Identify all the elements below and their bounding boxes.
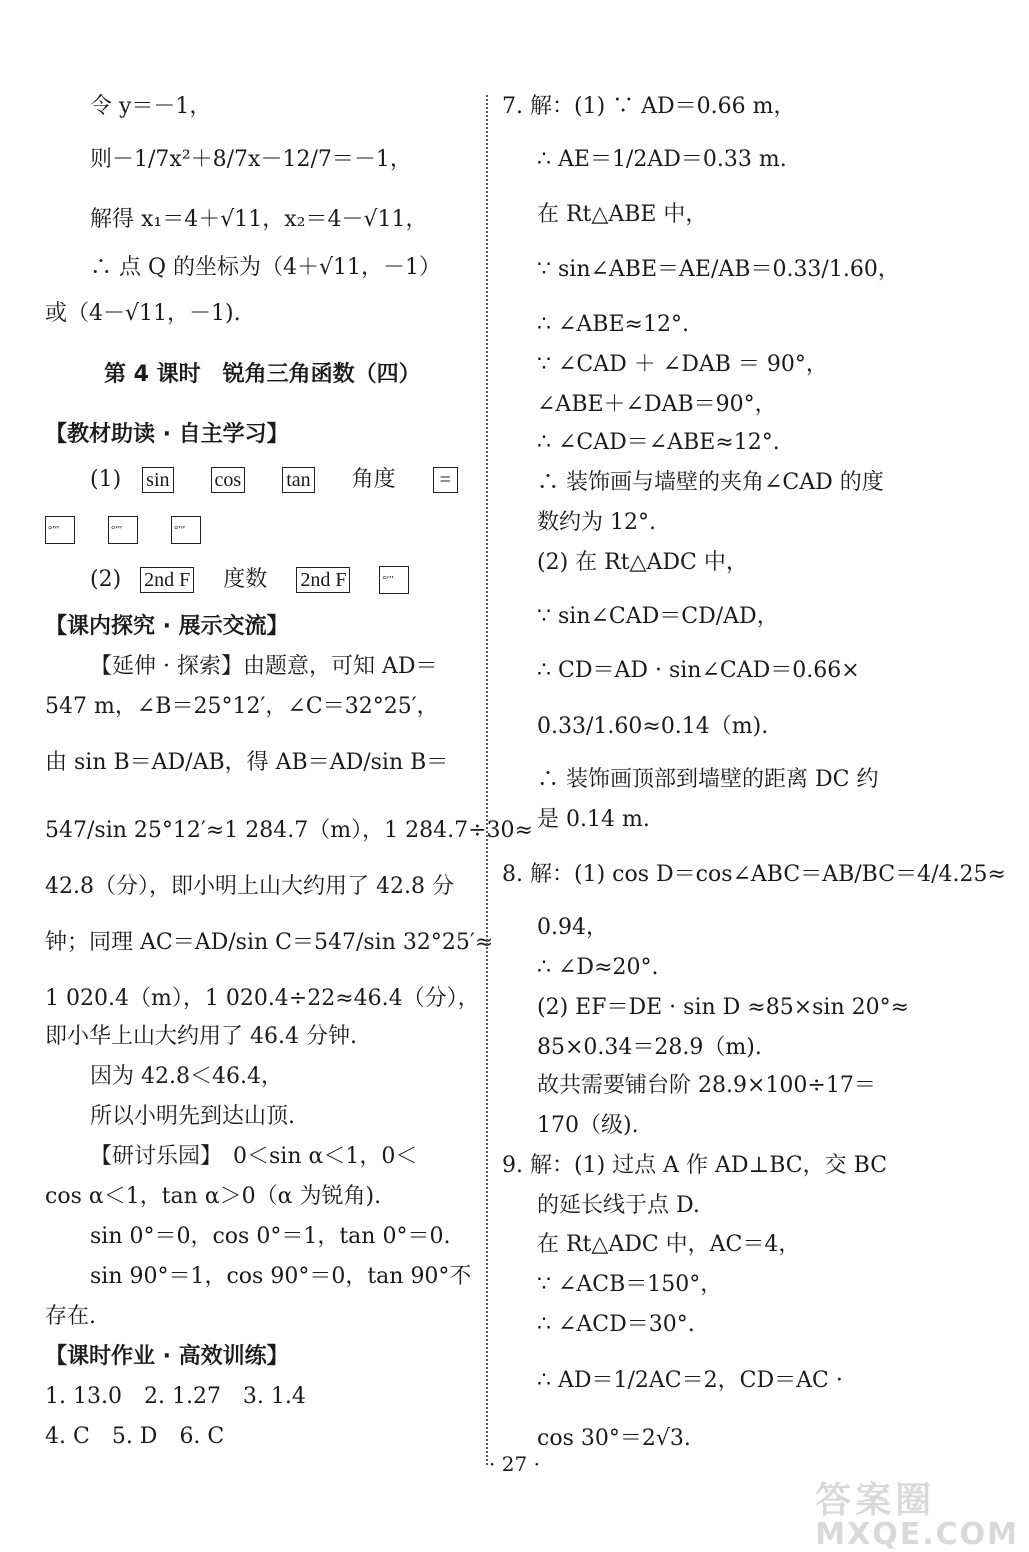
equals-key-icon: = [433,467,458,493]
text-line: 【研讨乐园】 0＜sin α＜1，0＜ [90,1144,418,1169]
dms-key-icon: °′″ [45,516,75,544]
text-line: 是 0.14 m. [537,807,650,832]
text-line: 因为 42.8＜46.4， [90,1064,283,1089]
text-line: 的延长线于点 D. [537,1193,700,1218]
text-line: ∴ 装饰画顶部到墙壁的距离 DC 约 [537,767,879,792]
watermark-text: 答案圈 [815,1480,936,1521]
text-line: 令 y＝－1， [90,94,212,119]
key-row-1 [90,465,458,497]
text-line: sin 90°＝1，cos 90°＝0，tan 90°不 [90,1264,472,1289]
text-line: ∴ 点 Q 的坐标为（4＋√11，－1） [90,255,442,280]
item-label: (1) [90,467,122,492]
text-line: cos α＜1，tan α＞0（α 为锐角). [45,1184,382,1209]
text-line: (2) EF＝DE · sin D ≈85×sin 20°≈ [537,995,910,1020]
text-line: 85×0.34＝28.9（m). [537,1035,762,1060]
lesson-title: 第 4 课时 锐角三角函数（四） [104,362,421,387]
text-line: ∴ ∠ACD＝30°. [537,1312,695,1337]
text-line: ∴ AD＝1/2AC＝2，CD＝AC · [537,1368,843,1393]
key-row-3 [90,565,409,597]
text-line: 8. 解：(1) cos D＝cos∠ABC＝AB/BC＝4/4.25≈ [502,862,1006,887]
text-line: 则－1/7x²＋8/7x－12/7＝－1， [90,147,412,172]
text-line: 钟；同理 AC＝AD/sin C＝547/sin 32°25′≈ [45,930,494,955]
text-line: 所以小明先到达山顶. [90,1104,295,1129]
text-line: 存在. [45,1304,96,1329]
key-row-2 [45,515,201,547]
degree-text: 度数 [223,567,268,592]
text-line: 547/sin 25°12′≈1 284.7（m），1 284.7÷30≈ [45,818,533,843]
text-line: 或（4－√11，－1). [45,301,241,326]
text-line: 由 sin B＝AD/AB，得 AB＝AD/sin B＝ [45,750,449,775]
dms-key-icon: °′″ [379,566,409,594]
item-label: (2) [90,567,122,592]
text-line: 1 020.4（m），1 020.4÷22≈46.4（分）， [45,986,480,1011]
section-heading: 【教材助读 · 自主学习】 [45,422,289,447]
text-line: 在 Rt△ABE 中， [537,202,708,227]
text-line: ∴ ∠D≈20°. [537,955,659,980]
text-line: ∴ ∠ABE≈12°. [537,312,689,337]
text-line: 故共需要铺台阶 28.9×100÷17＝ [537,1073,876,1098]
second-function-key-icon: 2nd F [296,567,350,593]
section-heading: 【课内探究 · 展示交流】 [45,614,289,639]
text-line: ∵ sin∠CAD＝CD/AD， [537,604,779,629]
watermark [815,1472,1019,1552]
text-line: ∴ AE＝1/2AD＝0.33 m. [537,147,787,172]
column-divider [486,95,488,1465]
text-line: ∵ ∠CAD ＋ ∠DAB ＝ 90°， [537,352,828,377]
text-line: 即小华上山大约用了 46.4 分钟. [45,1024,357,1049]
sin-key-icon: sin [142,467,173,493]
text-line: ∵ ∠ACB＝150°， [537,1272,723,1297]
text-line: sin 0°＝0，cos 0°＝1，tan 0°＝0. [90,1224,451,1249]
second-function-key-icon: 2nd F [140,567,194,593]
watermark-url: MXQE.COM [815,1517,1019,1552]
text-line: 9. 解：(1) 过点 A 作 AD⊥BC，交 BC [502,1153,888,1178]
text-line: ∴ 装饰画与墙壁的夹角∠CAD 的度 [537,470,884,495]
text-line: 解得 x₁＝4＋√11，x₂＝4－√11， [90,207,428,232]
text-line: 0.33/1.60≈0.14（m). [537,714,769,739]
tan-key-icon: tan [282,467,314,493]
dms-key-icon: °′″ [108,516,138,544]
text-line: ∠ABE＋∠DAB＝90°， [537,392,777,417]
text-line: cos 30°＝2√3. [537,1426,691,1451]
text-line: ∴ CD＝AD · sin∠CAD＝0.66× [537,658,860,683]
cos-key-icon: cos [211,467,246,493]
text-line: 【延伸 · 探索】由题意，可知 AD＝ [90,654,438,679]
text-line: 170（级). [537,1113,639,1138]
text-line: 7. 解：(1) ∵ AD＝0.66 m， [502,94,796,119]
answer-line: 1. 13.0 2. 1.27 3. 1.4 [45,1384,306,1409]
text-line: ∴ ∠CAD＝∠ABE≈12°. [537,430,780,455]
text-line: 547 m，∠B＝25°12′，∠C＝32°25′， [45,694,439,719]
text-line: 0.94， [537,915,608,940]
text-line: 数约为 12°. [537,510,656,535]
text-line: ∵ sin∠ABE＝AE/AB＝0.33/1.60， [537,257,900,282]
text-line: 在 Rt△ADC 中，AC＝4， [537,1232,801,1257]
page-number: · 27 · [489,1452,540,1476]
text-line: 42.8（分），即小明上山大约用了 42.8 分 [45,874,454,899]
dms-key-icon: °′″ [171,516,201,544]
answer-line: 4. C 5. D 6. C [45,1424,225,1449]
section-heading: 【课时作业 · 高效训练】 [45,1344,289,1369]
angle-text: 角度 [351,467,396,492]
text-line: (2) 在 Rt△ADC 中， [537,550,748,575]
